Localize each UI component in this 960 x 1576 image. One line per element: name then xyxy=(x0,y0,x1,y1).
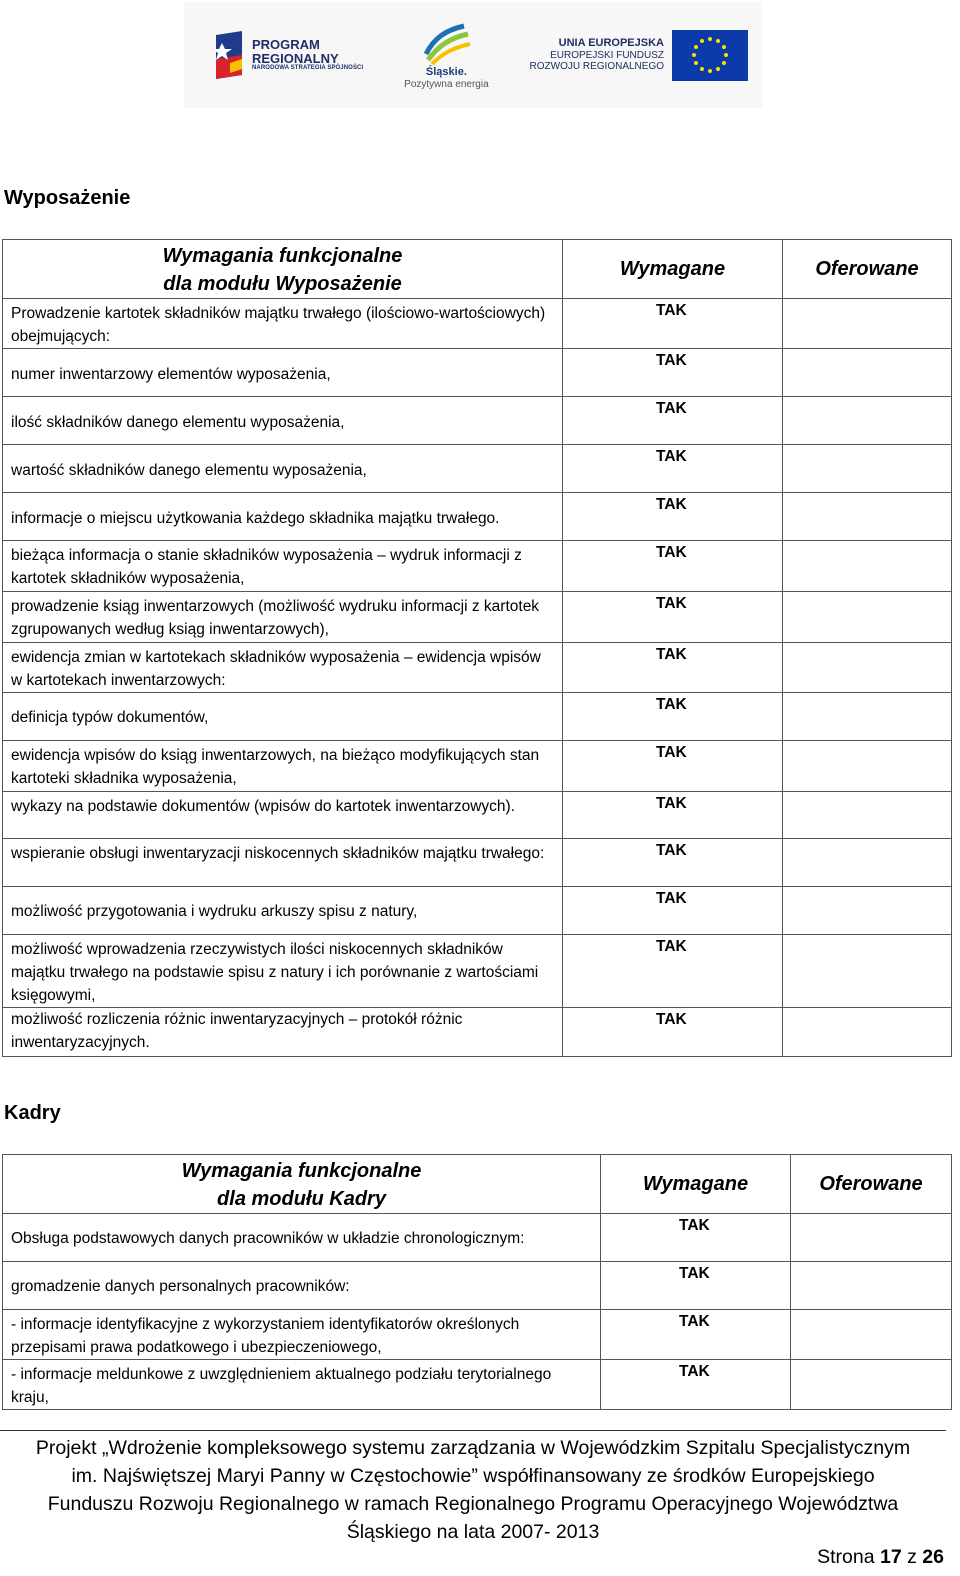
footer-line2: im. Najświętszej Maryi Panny w Częstochowie” współfinansowany ze środków Europejskiego xyxy=(71,1465,875,1487)
table-row xyxy=(3,299,952,349)
table-row xyxy=(3,1262,952,1310)
program-line2: REGIONALNY xyxy=(252,50,339,66)
table-header-row xyxy=(3,1155,952,1214)
slaskie-logo xyxy=(404,20,489,89)
table-row xyxy=(3,643,952,693)
row-text: możliwość przygotowania i wydruku arkuszy spisu z natury, xyxy=(3,887,563,935)
row-required: TAK xyxy=(563,839,783,887)
section-title-kadry: Kadry xyxy=(4,1102,61,1124)
table-row xyxy=(3,493,952,541)
row-offered-cell[interactable] xyxy=(791,1360,952,1410)
row-offered-cell[interactable] xyxy=(783,887,952,935)
slaskie-tagline: Pozytywna energia xyxy=(404,78,489,90)
row-required: TAK xyxy=(563,592,783,643)
row-offered-cell[interactable] xyxy=(783,299,952,349)
row-required: TAK xyxy=(601,1262,791,1310)
eu-line1: UNIA EUROPEJSKA xyxy=(558,37,664,50)
table-row xyxy=(3,1310,952,1360)
row-required: TAK xyxy=(563,349,783,397)
page-prefix: Strona xyxy=(817,1546,875,1568)
row-required: TAK xyxy=(563,741,783,792)
row-offered-cell[interactable] xyxy=(783,445,952,493)
row-text: możliwość rozliczenia różnic inwentaryzacyjnych – protokół różnic inwentaryzacyjnych. xyxy=(3,1008,563,1057)
row-text: ewidencja wpisów do ksiąg inwentarzowych, na bieżąco modyfikujących stan kartoteki składnika wyposażenia, xyxy=(3,741,563,792)
row-text: bieżąca informacja o stanie składników wyposażenia – wydruk informacji z kartotek składników wyposażenia, xyxy=(3,541,563,592)
slaskie-name: Śląskie. xyxy=(425,66,467,79)
row-required: TAK xyxy=(563,935,783,1008)
table-row xyxy=(3,693,952,741)
row-text: wykazy na podstawie dokumentów (wpisów do kartotek inwentarzowych). xyxy=(3,792,563,839)
row-required: TAK xyxy=(563,299,783,349)
row-required: TAK xyxy=(601,1214,791,1262)
row-offered-cell[interactable] xyxy=(783,792,952,839)
eu-flag-icon xyxy=(672,30,748,81)
row-text: informacje o miejscu użytkowania każdego składnika majątku trwałego. xyxy=(3,493,563,541)
header-description xyxy=(3,240,563,299)
row-offered-cell[interactable] xyxy=(783,693,952,741)
row-text: - informacje identyfikacyjne z wykorzystaniem identyfikatorów określonych przepisami prawa podatkowego i ubezpieczeniowego, xyxy=(3,1310,601,1360)
row-required: TAK xyxy=(601,1360,791,1410)
header-description xyxy=(3,1155,601,1214)
row-text: numer inwentarzowy elementów wyposażenia, xyxy=(3,349,563,397)
header-desc-line2: dla modułu Kadry xyxy=(217,1188,386,1210)
section-title-wyposazenie: Wyposażenie xyxy=(4,187,131,209)
row-offered-cell[interactable] xyxy=(783,592,952,643)
program-line1: PROGRAM xyxy=(252,37,320,53)
table-row xyxy=(3,349,952,397)
table-row xyxy=(3,1360,952,1410)
row-offered-cell[interactable] xyxy=(783,349,952,397)
row-text: gromadzenie danych personalnych pracowników: xyxy=(3,1262,601,1310)
table-row xyxy=(3,445,952,493)
row-text: - informacje meldunkowe z uwzględnieniem aktualnego podziału terytorialnego kraju, xyxy=(3,1360,601,1410)
page-total: 26 xyxy=(922,1546,944,1568)
row-text: Obsługa podstawowych danych pracowników w układzie chronologicznym: xyxy=(3,1214,601,1262)
row-required: TAK xyxy=(563,792,783,839)
page-number xyxy=(817,1546,944,1569)
row-required: TAK xyxy=(563,693,783,741)
row-offered-cell[interactable] xyxy=(783,839,952,887)
program-regionalny-logo xyxy=(212,29,363,81)
table-row xyxy=(3,397,952,445)
row-offered-cell[interactable] xyxy=(783,541,952,592)
header-required: Wymagane xyxy=(563,240,783,299)
row-offered-cell[interactable] xyxy=(783,1008,952,1057)
row-required: TAK xyxy=(563,397,783,445)
row-required: TAK xyxy=(563,445,783,493)
row-required: TAK xyxy=(563,643,783,693)
footer-divider xyxy=(0,1430,946,1431)
row-offered-cell[interactable] xyxy=(783,741,952,792)
header-desc-line1: Wymagania funkcjonalne xyxy=(162,245,403,267)
table-header-row xyxy=(3,240,952,299)
row-text: Prowadzenie kartotek składników majątku trwałego (ilościowo-wartościowych) obejmujących: xyxy=(3,299,563,349)
program-line3: NARODOWA STRATEGIA SPÓJNOŚCI xyxy=(252,65,364,72)
eu-line3: ROZWOJU REGIONALNEGO xyxy=(529,61,664,73)
table-row xyxy=(3,839,952,887)
row-required: TAK xyxy=(563,493,783,541)
page-current: 17 xyxy=(880,1546,902,1568)
wyposazenie-table xyxy=(2,239,952,1057)
row-offered-cell[interactable] xyxy=(791,1262,952,1310)
footer-line1: Projekt „Wdrożenie kompleksowego systemu zarządzania w Wojewódzkim Szpitalu Specjalistycznym xyxy=(35,1437,911,1459)
row-text: definicja typów dokumentów, xyxy=(3,693,563,741)
row-text: wspieranie obsługi inwentaryzacji niskocennych składników majątku trwałego: xyxy=(3,839,563,887)
table-row xyxy=(3,541,952,592)
row-offered-cell[interactable] xyxy=(791,1214,952,1262)
footer-project-text xyxy=(0,1434,946,1546)
row-required: TAK xyxy=(563,541,783,592)
footer-line4: Śląskiego na lata 2007- 2013 xyxy=(346,1521,600,1543)
row-required: TAK xyxy=(601,1310,791,1360)
row-offered-cell[interactable] xyxy=(783,493,952,541)
table-row xyxy=(3,792,952,839)
table-row xyxy=(3,887,952,935)
row-text: wartość składników danego elementu wyposażenia, xyxy=(3,445,563,493)
page-separator: z xyxy=(907,1546,917,1568)
program-regionalny-icon xyxy=(212,29,246,81)
row-text: możliwość wprowadzenia rzeczywistych ilości niskocennych składników majątku trwałego na podstawie spisu z natury i ich porównanie z wartościami księgowymi, xyxy=(3,935,563,1008)
eu-logo xyxy=(530,30,748,81)
header-offered: Oferowane xyxy=(791,1155,952,1214)
header-required: Wymagane xyxy=(601,1155,791,1214)
header-desc-line2: dla modułu Wyposażenie xyxy=(163,273,402,295)
header-logo-bar xyxy=(184,2,762,108)
row-offered-cell[interactable] xyxy=(783,643,952,693)
row-text: prowadzenie ksiąg inwentarzowych (możliwość wydruku informacji z kartotek zgrupowanych według ksiąg inwentarzowych), xyxy=(3,592,563,643)
table-row xyxy=(3,741,952,792)
row-text: ewidencja zmian w kartotekach składników wyposażenia – ewidencja wpisów w kartotekach inwentarzowych: xyxy=(3,643,563,693)
header-desc-line1: Wymagania funkcjonalne xyxy=(181,1160,422,1182)
header-offered: Oferowane xyxy=(783,240,952,299)
table-row xyxy=(3,592,952,643)
eu-line2: EUROPEJSKI FUNDUSZ xyxy=(550,49,664,61)
footer-line3: Funduszu Rozwoju Regionalnego w ramach Regionalnego Programu Operacyjnego Województwa xyxy=(47,1493,899,1515)
kadry-table xyxy=(2,1154,952,1410)
slaskie-waves-icon xyxy=(420,20,472,66)
row-text: ilość składników danego elementu wyposażenia, xyxy=(3,397,563,445)
row-required: TAK xyxy=(563,1008,783,1057)
row-offered-cell[interactable] xyxy=(783,397,952,445)
table-row xyxy=(3,1008,952,1057)
row-offered-cell[interactable] xyxy=(791,1310,952,1360)
row-offered-cell[interactable] xyxy=(783,935,952,1008)
table-row xyxy=(3,935,952,1008)
row-required: TAK xyxy=(563,887,783,935)
table-row xyxy=(3,1214,952,1262)
